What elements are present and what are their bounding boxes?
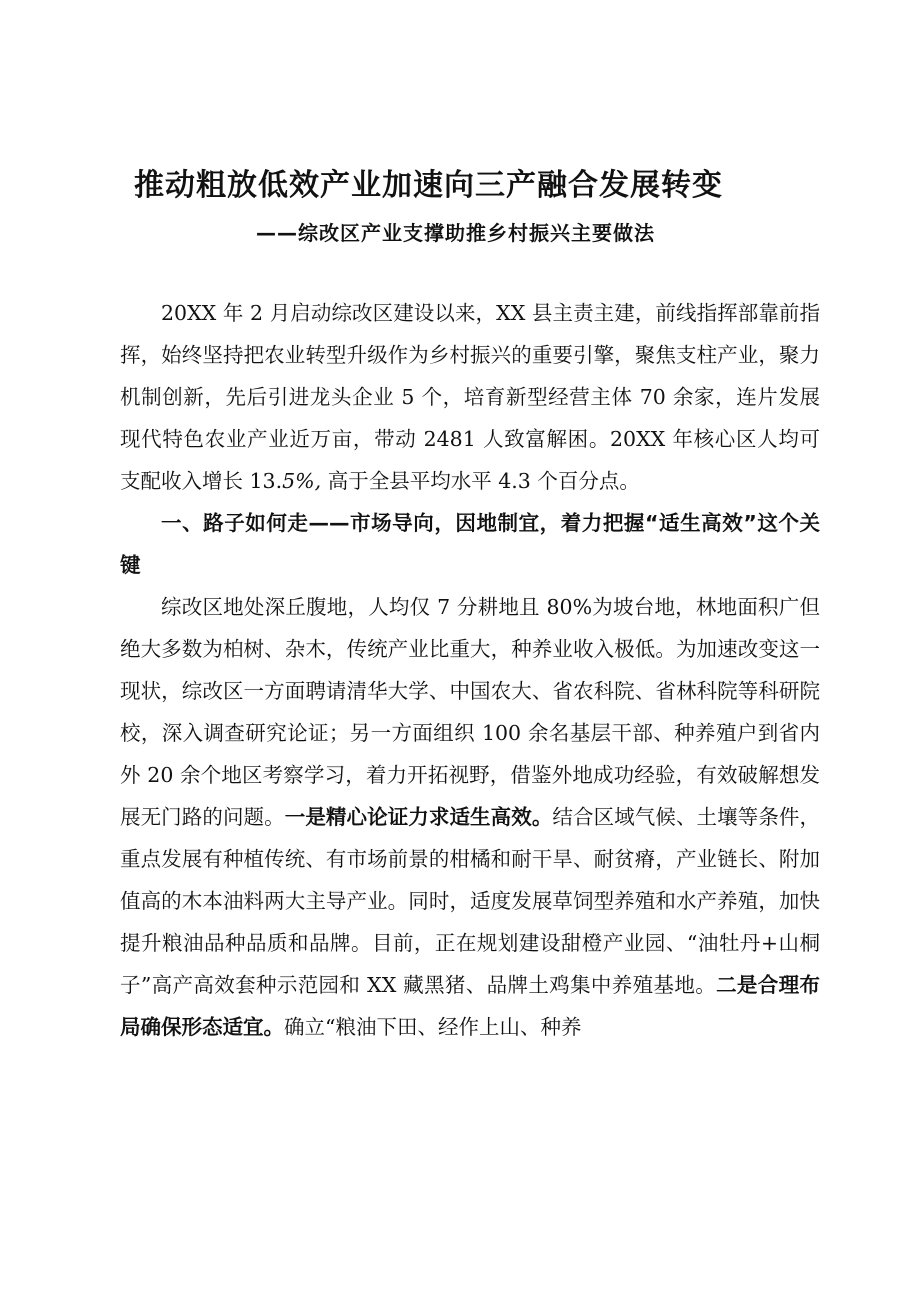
intro-text-part2: 高于全县平均水平 4.3 个百分点。 [321,469,640,493]
section-heading: 一、路子如何走——市场导向，因地制宜，着力把握“适生高效”这个关键 [120,511,820,577]
intro-text-part1: 20XX 年 2 月启动综改区建设以来，XX 县主责主建，前线指挥部靠前指挥，始终坚持把农业转型升级作为乡村振兴的重要引擎，聚焦支柱产业，聚力机制创新，先后引进龙头企业 5 个，培育新型经营主体 70 余家，连片发展现代特色农业产业近万亩，带动 2481 人致富解困。20XX 年核心区人均可支配收入增长 13. [120,301,820,493]
document-body [120,292,820,1048]
section-text-1: 综改区地处深丘腹地，人均仅 7 分耕地且 80%为坡台地，林地面积广但绝大多数为柏树、杂木，传统产业比重大，种养业收入极低。为加速改变这一现状，综改区一方面聘请清华大学、中国农大、省农科院、省林科院等科研院校，深入调查研究论证；另一方面组织 100 余名基层干部、种养殖户到省内外 20 余个地区考察学习，着力开拓视野，借鉴外地成功经验，有效破解想发展无门路的问题。 [120,595,820,829]
section-paragraph [120,586,820,1048]
document-title: 推动粗放低效产业加速向三产融合发展转变 [134,168,723,203]
intro-paragraph [120,292,820,502]
document-subtitle: ——综改区产业支撑助推乡村振兴主要做法 [256,221,655,245]
section-text-2: 结合区域气候、土壤等条件，重点发展有种植传统、有市场前景的柑橘和耐干旱、耐贫瘠，产业链长、附加值高的木本油料两大主导产业。同时，适度发展草饲型养殖和水产养殖，加快提升粮油品种品质和品牌。目前，正在规划建设甜橙产业园、“油牡丹+山桐子”高产高效套种示范园和 XX 藏黑猪、品牌土鸡集中养殖基地。 [120,805,821,997]
section-bold-1: 一是精心论证力求适生高效。 [284,805,553,829]
section-text-3: 确立“粮油下田、经作上山、种养 [284,1015,582,1039]
intro-text-italic: 5%, [282,469,322,493]
section-bold-2: 二是合理布局确保形态适宜。 [120,973,821,1039]
